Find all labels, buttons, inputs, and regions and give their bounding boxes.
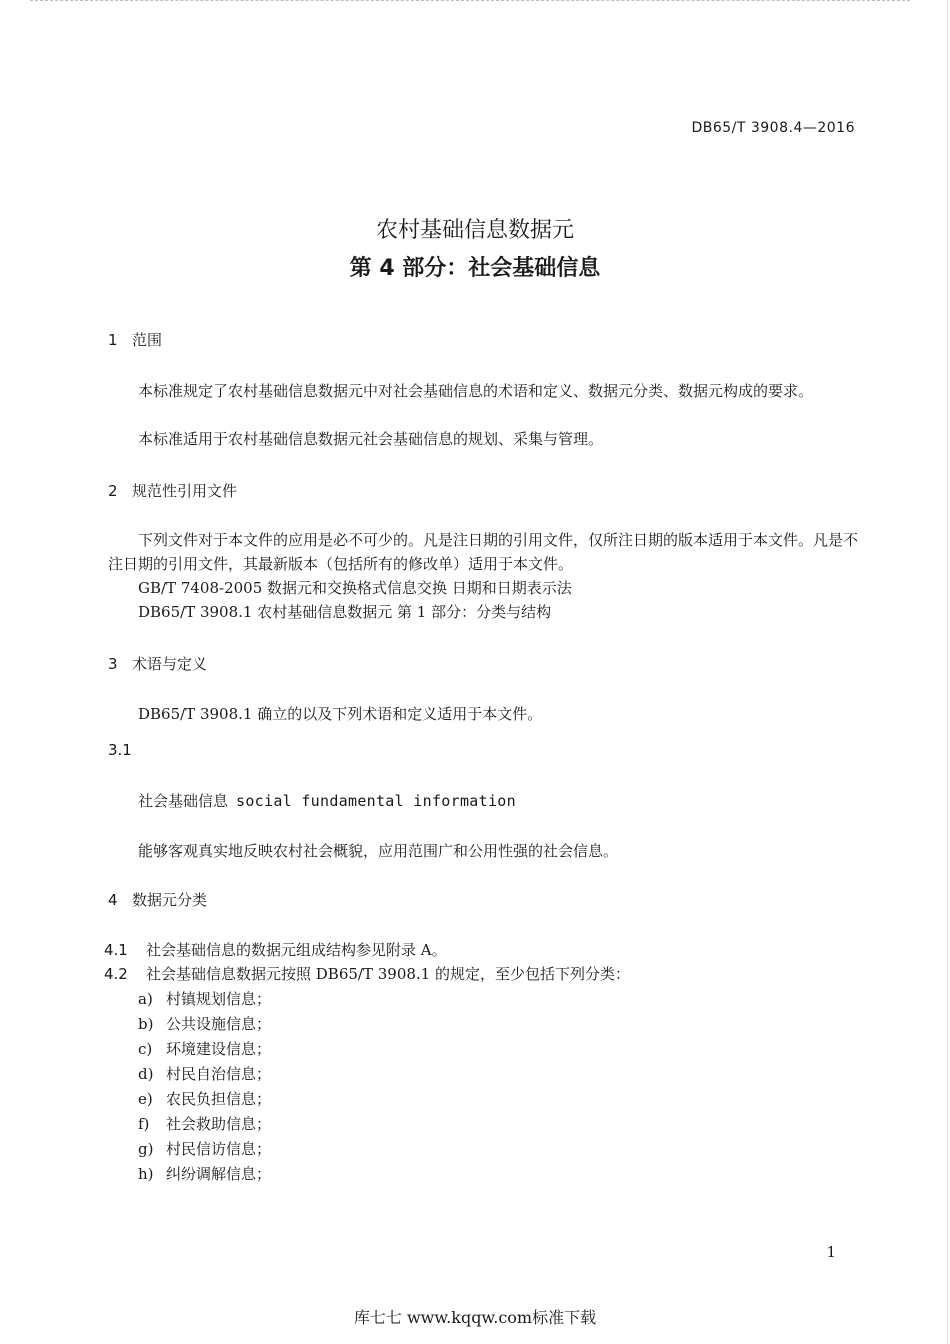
paragraph: 下列文件对于本文件的应用是必不可少的。凡是注日期的引用文件，仅所注日期的版本适用于本文件。凡是不注日期的引用文件，其最新版本（包括所有的修改单）适用于本文件。: [108, 531, 859, 573]
scan-edge-top: [30, 0, 910, 4]
paragraph: 本标准适用于农村基础信息数据元社会基础信息的规划、采集与管理。: [138, 430, 604, 448]
list-item-text: 公共设施信息；: [166, 1015, 272, 1033]
section-heading-2: [108, 480, 237, 501]
clause-number: 4.1: [104, 941, 128, 959]
clause-4-1: [104, 938, 447, 962]
paragraph: 本标准规定了农村基础信息数据元中对社会基础信息的术语和定义、数据元分类、数据元构成的要求。: [138, 382, 814, 400]
paragraph: DB65/T 3908.1 确立的以及下列术语和定义适用于本文件。: [138, 705, 543, 723]
section-heading-1: [108, 329, 162, 350]
clause-text: 社会基础信息的数据元组成结构参见附录 A。: [146, 941, 447, 959]
term-english: social fundamental information: [236, 792, 516, 810]
list-item-text: 村民自治信息；: [166, 1065, 272, 1083]
section-number: 1: [108, 331, 118, 349]
section-title: 术语与定义: [132, 655, 208, 673]
list-item-text: 纠纷调解信息；: [166, 1165, 272, 1183]
list-marker: g): [138, 1140, 154, 1158]
section-number: 3: [108, 655, 118, 673]
clause-number: 4.2: [104, 965, 128, 983]
list-item: [138, 1062, 271, 1086]
list-item: [138, 1112, 271, 1136]
subsection-number: 3.1: [108, 741, 132, 759]
section-title: 数据元分类: [132, 891, 208, 909]
section-heading-4: [108, 889, 207, 910]
list-marker: a): [138, 990, 153, 1008]
list-item: [138, 1012, 271, 1036]
term-chinese: 社会基础信息: [138, 792, 229, 810]
list-marker: f): [138, 1115, 150, 1133]
section-title: 范围: [132, 331, 163, 349]
list-item-text: 农民负担信息；: [166, 1090, 272, 1108]
list-item: [138, 1137, 271, 1161]
section-title: 规范性引用文件: [132, 482, 238, 500]
list-item: [138, 1162, 271, 1186]
list-item: [138, 1037, 271, 1061]
term-entry: [138, 790, 516, 811]
reference-item: GB/T 7408-2005 数据元和交换格式信息交换 日期和日期表示法: [138, 579, 572, 597]
clause-text: 社会基础信息数据元按照 DB65/T 3908.1 的规定，至少包括下列分类：: [146, 965, 630, 983]
section-heading-3: [108, 653, 207, 674]
list-item: [138, 987, 271, 1011]
document-number: DB65/T 3908.4—2016: [691, 120, 855, 136]
clause-4-2: [104, 962, 630, 986]
scan-edge-right: [947, 0, 948, 1344]
list-marker: c): [138, 1040, 153, 1058]
list-item-text: 村镇规划信息；: [166, 990, 272, 1008]
list-item: [138, 1087, 271, 1111]
section-number: 2: [108, 482, 118, 500]
document-title: 农村基础信息数据元: [375, 218, 574, 243]
list-marker: d): [138, 1065, 154, 1083]
list-marker: h): [138, 1165, 154, 1183]
document-subtitle: 第 4 部分：社会基础信息: [349, 256, 601, 281]
term-definition: 能够客观真实地反映农村社会概貌，应用范围广和公用性强的社会信息。: [138, 842, 619, 860]
reference-item: DB65/T 3908.1 农村基础信息数据元 第 1 部分：分类与结构: [138, 603, 552, 621]
list-item-text: 村民信访信息；: [166, 1140, 272, 1158]
list-item-text: 社会救助信息；: [166, 1115, 272, 1133]
list-item-text: 环境建设信息；: [166, 1040, 272, 1058]
section-number: 4: [108, 891, 118, 909]
list-marker: e): [138, 1090, 153, 1108]
list-marker: b): [138, 1015, 154, 1033]
page-number: 1: [826, 1243, 836, 1261]
footer-watermark: 库七七 www.kqqw.com标准下载: [353, 1308, 597, 1327]
